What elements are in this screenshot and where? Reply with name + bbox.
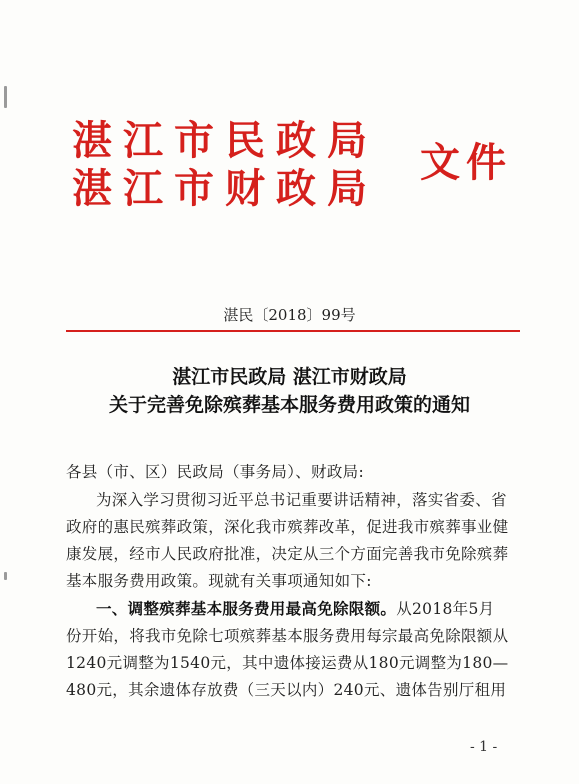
para1-line-2: 政府的惠民殡葬政策，深化我市殡葬改革，促进我市殡葬事业健 <box>66 518 509 536</box>
red-divider <box>66 330 520 332</box>
issuing-org-1: 湛江市民政局 <box>72 117 378 164</box>
addressee: 各县（市、区）民政局（事务局）、财政局: <box>66 463 364 481</box>
section1-line-3: 480元，其余遗体存放费（三天以内）240元、遗体告别厅租用 <box>66 681 507 699</box>
section1-line-1: 份开始，将我市免除七项殡葬基本服务费用每宗最高免除限额从 <box>66 627 509 645</box>
page-number: - 1 - <box>470 739 498 755</box>
section1-first-rest: 从2018年5月 <box>396 600 495 618</box>
title-line-1: 湛江市民政局 湛江市财政局 <box>172 366 407 388</box>
document-word: 文件 <box>420 139 512 186</box>
section1-first-line <box>66 599 526 619</box>
document-number: 湛民〔2018〕99号 <box>223 306 356 324</box>
section1-line-2: 1240元调整为1540元，其中遗体接运费从180元调整为180— <box>66 654 509 672</box>
scan-edge-mark <box>4 86 7 108</box>
scan-edge-mark <box>4 572 7 580</box>
para1-line-1: 为深入学习贯彻习近平总书记重要讲话精神，落实省委、省 <box>96 491 507 509</box>
para1-line-4: 基本服务费用政策。现就有关事项通知如下: <box>66 572 372 590</box>
title-line-2: 关于完善免除殡葬基本服务费用政策的通知 <box>108 394 470 416</box>
para1-line-3: 康发展，经市人民政府批准，决定从三个方面完善我市免除殡葬 <box>66 545 509 563</box>
issuing-org-2: 湛江市财政局 <box>72 165 378 212</box>
section1-heading: 一、调整殡葬基本服务费用最高免除限额。 <box>96 599 397 618</box>
